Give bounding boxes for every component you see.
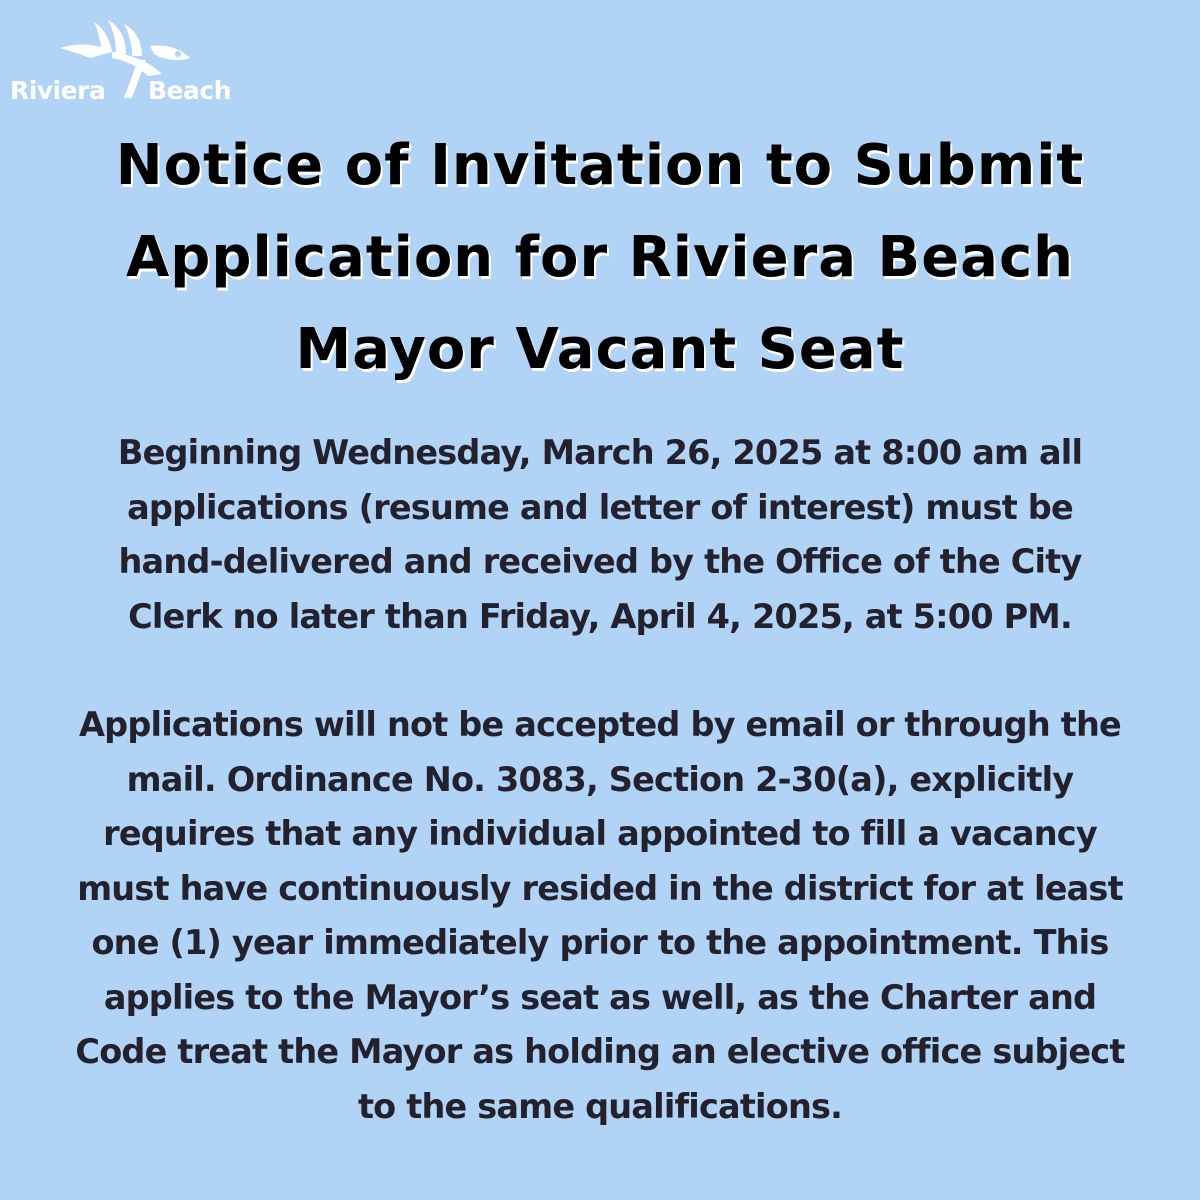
paragraph-line: applies to the Mayor’s seat as well, as the Charter and (103, 977, 1097, 1017)
riviera-beach-logo (8, 18, 240, 108)
paragraph-line: Beginning Wednesday, March 26, 2025 at 8:00 am all (117, 433, 1083, 472)
paragraph-line: applications (resume and letter of interest) must be (127, 487, 1073, 527)
paragraph-line: Applications will not be accepted by email or through the (79, 705, 1121, 744)
paragraph-line: to the same qualifications. (357, 1086, 843, 1126)
paragraph-line: requires that any individual appointed to fill a vacancy (103, 814, 1097, 853)
paragraph-line: mail. Ordinance No. 3083, Section 2-30(a), explicitly (126, 759, 1074, 799)
title-line: Application for Riviera Beach (125, 225, 1075, 290)
notice-title (60, 120, 1140, 396)
paragraph-line: one (1) year immediately prior to the appointment. This (91, 923, 1109, 962)
paragraph-line: Clerk no later than Friday, April 4, 2025, at 5:00 PM. (128, 596, 1072, 636)
title-line: Mayor Vacant Seat (295, 317, 905, 382)
paragraph-line: hand-delivered and received by the Office of the City (118, 542, 1082, 581)
requirements-paragraph (20, 698, 1180, 1134)
deadline-paragraph (20, 426, 1180, 644)
paragraph-line: Code treat the Mayor as holding an elective office subject (75, 1032, 1125, 1071)
logo-text-riviera: Riviera (10, 76, 106, 105)
title-line: Notice of Invitation to Submit (115, 133, 1085, 198)
logo-text-beach: Beach (148, 76, 231, 105)
paragraph-line: must have continuously resided in the district for at least (77, 868, 1123, 908)
